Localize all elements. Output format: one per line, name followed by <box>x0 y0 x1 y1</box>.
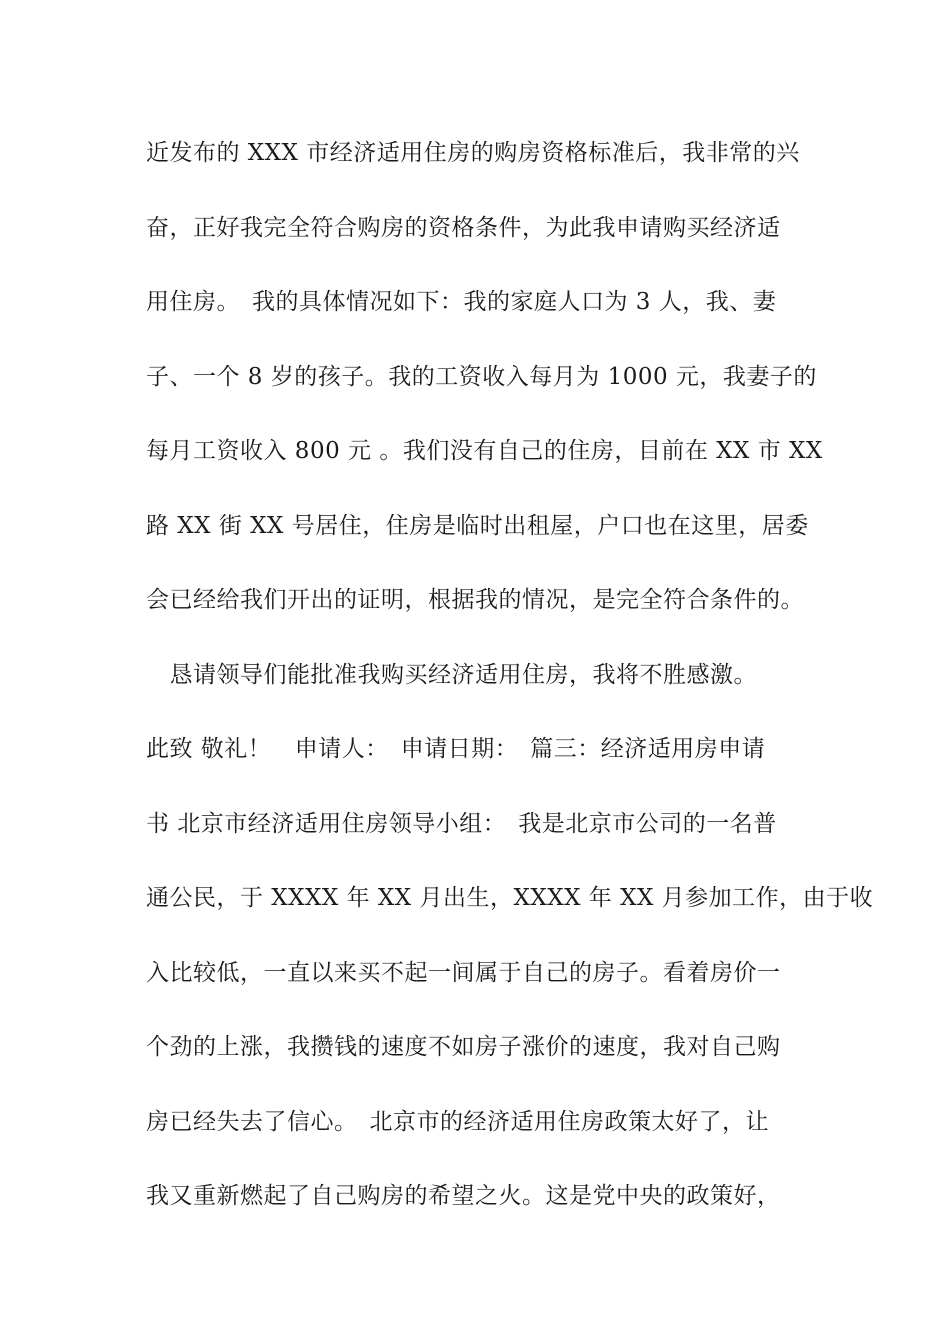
text-line: 子、一个 8 岁的孩子。我的工资收入每月为 1000 元，我妻子的 <box>146 363 817 390</box>
text-line: 会已经给我们开出的证明，根据我的情况，是完全符合条件的。 <box>146 587 804 613</box>
text-line: 路 XX 街 XX 号居住，住房是临时出租屋，户口也在这里，居委 <box>146 512 809 539</box>
text-line: 奋，正好我完全符合购房的资格条件，为此我申请购买经济适 <box>146 214 781 241</box>
text-line: 每月工资收入 800 元 。我们没有自己的住房，目前在 XX 市 XX <box>146 438 823 464</box>
text-line: 入比较低，一直以来买不起一间属于自己的房子。看着房价一 <box>146 959 781 986</box>
text-line: 此致 敬礼！ 申请人： 申请日期： 篇三：经济适用房申请 <box>146 736 766 762</box>
text-line: 个劲的上涨，我攒钱的速度不如房子涨价的速度，我对自己购 <box>146 1034 781 1060</box>
text-line: 我又重新燃起了自己购房的希望之火。这是党中央的政策好， <box>146 1183 781 1209</box>
text-line: 书 北京市经济适用住房领导小组： 我是北京市公司的一名普 <box>146 810 777 837</box>
text-line: 通公民，于 XXXX 年 XX 月出生，XXXX 年 XX 月参加工作，由于收 <box>146 885 874 911</box>
text-line: 房已经失去了信心。 北京市的经济适用住房政策太好了，让 <box>146 1108 769 1135</box>
document-body <box>146 134 874 1252</box>
text-line: 恳请领导们能批准我购买经济适用住房，我将不胜感激。 <box>146 661 757 688</box>
text-line: 近发布的 XXX 市经济适用住房的购房资格标准后，我非常的兴 <box>146 140 800 166</box>
text-line: 用住房。 我的具体情况如下：我的家庭人口为 3 人，我、妻 <box>146 289 777 315</box>
